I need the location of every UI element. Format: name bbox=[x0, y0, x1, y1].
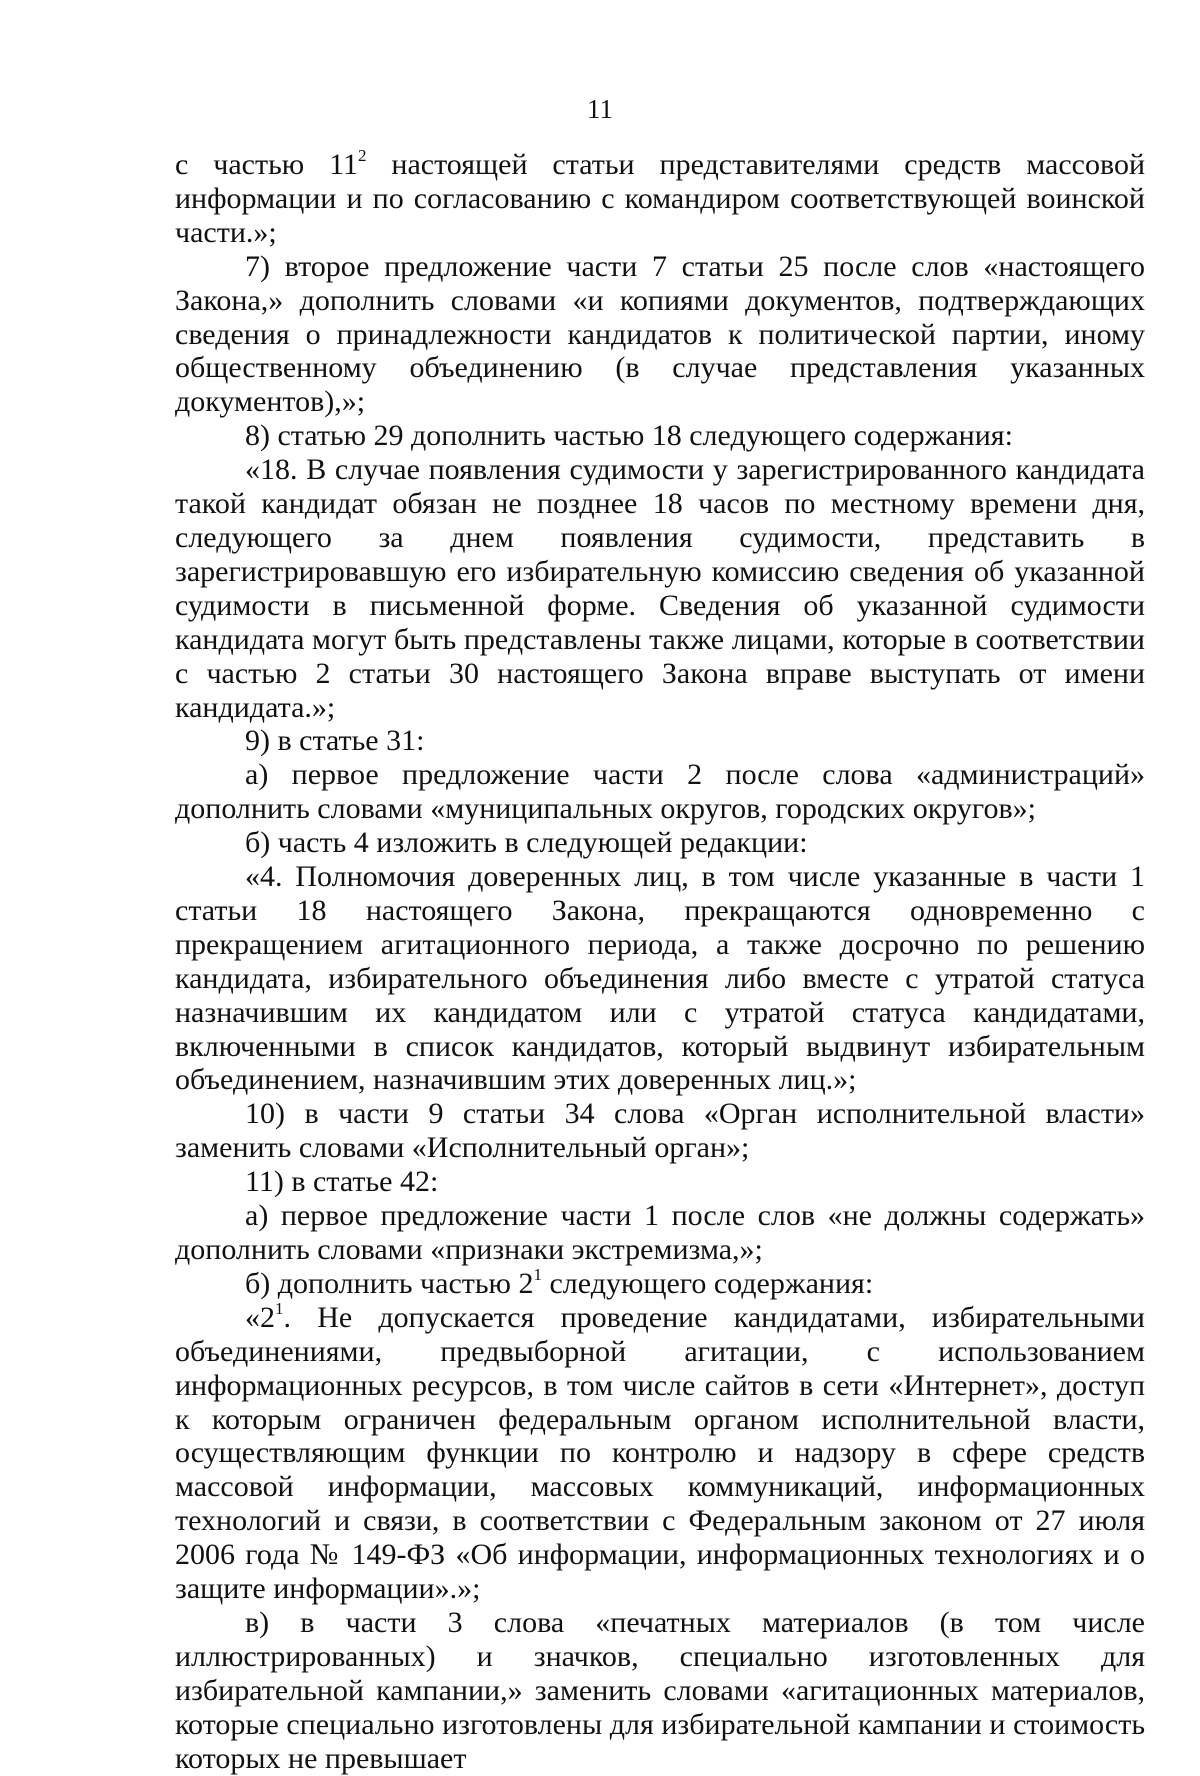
paragraph-item-7: 7) второе предложение части 7 статьи 25 после слов «настоящего Закона,» дополнить словами «и копиями документов, подтверждающих сведения о принадлежности кандидатов к политической партии, иному общественному объединению (в случае представления указанных документов),»; bbox=[175, 249, 1145, 419]
paragraph-quote-4: «4. Полномочия доверенных лиц, в том числе указанные в части 1 статьи 18 настоящего Закона, прекращаются одновременно с прекращением агитационного периода, а также досрочно по решению кандидата, избирательного объединения либо вместе с утратой статуса назначившим их кандидатом или с утратой статуса кандидатами, включенными в список кандидатов, который выдвинут избирательным объединением, назначившим этих доверенных лиц.»; bbox=[175, 860, 1145, 1097]
paragraph-quote-2-1: «$2^1$. Не допускается проведение кандидатами, избирательными объединениями, предвыборной агитации, с использованием информационных ресурсов, в том числе сайтов в сети «Интернет», доступ к которым ограничен федеральным органом исполнительной власти, осуществляющим функции по контролю и надзору в сфере средств массовой информации, массовых коммуникаций, информационных технологий и связи, в соответствии с Федеральным законом от 27 июля 2006 года № 149-ФЗ «Об информации, информационных технологиях и о защите информации».»; bbox=[175, 1298, 1145, 1606]
paragraph-item-11a: а) первое предложение части 1 после слов «не должны содержать» дополнить словами «признаки экстремизма,»; bbox=[175, 1199, 1145, 1266]
paragraph-item-11: 11) в статье 42: bbox=[245, 1165, 439, 1199]
paragraph-item-9a: а) первое предложение части 2 после слова «администраций» дополнить словами «муниципальных округов, городских округов»; bbox=[175, 758, 1145, 826]
page-number: 11 bbox=[587, 94, 613, 124]
paragraph-item-9b: б) часть 4 изложить в следующей редакции: bbox=[245, 826, 808, 860]
document-body bbox=[175, 148, 1145, 1776]
paragraph-continuation: с частью $11^2$ настоящей статьи представителями средств массовой информации и по согласованию с командиром соответствующей воинской части.»; bbox=[175, 146, 1146, 249]
paragraph-item-11c: в) в части 3 слова «печатных материалов (в том числе иллюстрированных) и значков, специально изготовленных для избирательной кампании,» заменить словами «агитационных материалов, которые специально изготовлены для избирательной кампании и стоимость которых не превышает bbox=[175, 1605, 1145, 1775]
paragraph-item-9: 9) в статье 31: bbox=[245, 724, 425, 758]
paragraph-item-11b: б) дополнить частью $2^1$ следующего содержания: bbox=[245, 1264, 874, 1300]
paragraph-item-8: 8) статью 29 дополнить частью 18 следующего содержания: bbox=[245, 419, 1013, 453]
paragraph-quote-18: «18. В случае появления судимости у зарегистрированного кандидата такой кандидат обязан не позднее 18 часов по местному времени дня, следующего за днем появления судимости, представить в зарегистрировавшую его избирательную комиссию сведения об указанной судимости в письменной форме. Сведения об указанной судимости кандидата могут быть представлены также лицами, которые в соответствии с частью 2 статьи 30 настоящего Закона вправе выступать от имени кандидата.»; bbox=[175, 453, 1145, 724]
paragraph-item-10: 10) в части 9 статьи 34 слова «Орган исполнительной власти» заменить словами «Исполнительный орган»; bbox=[175, 1097, 1145, 1165]
